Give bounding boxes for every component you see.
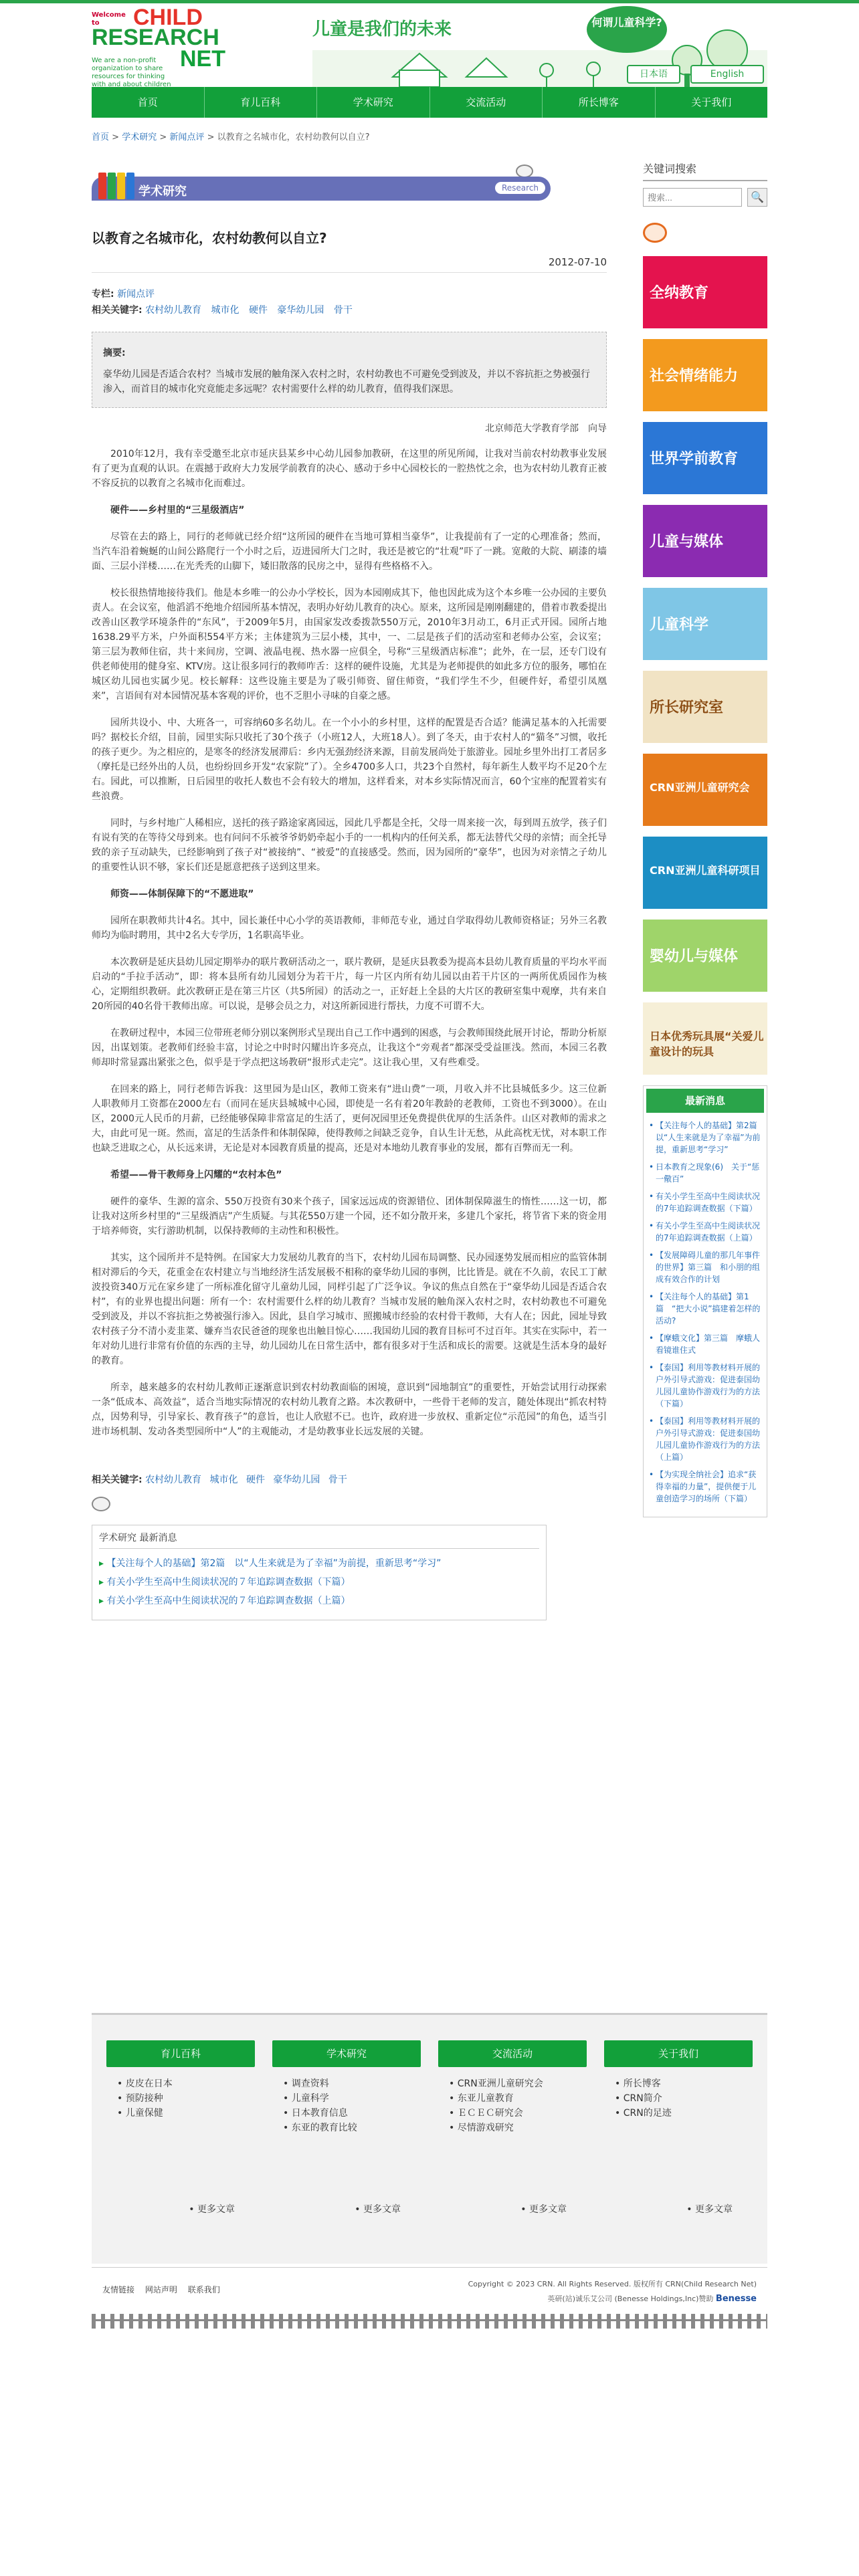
related-news-box [92,1525,547,1620]
column-link[interactable]: 新闻点评 [117,289,155,300]
english-lang-button[interactable]: English [690,65,764,84]
sidebar-banner-label: 全纳教育 [650,285,709,302]
article-title: 以教育之名城市化，农村幼教何以自立? [92,230,327,246]
keywords-label: 相关关键字: [92,305,142,316]
books-icon [98,173,134,199]
decorative-fence [92,2314,767,2329]
breadcrumb [92,118,767,155]
footer-link[interactable]: • CRN的足迹 [615,2106,753,2121]
keyword-link[interactable]: 农村幼儿教育 [145,305,202,316]
latest-news-item[interactable]: • 【泰国】利用等教材料开展的户外引导式游戏：促进泰国幼儿园儿童协作游戏行为的方法（上篇） [649,1415,761,1463]
section-title: 学术研究 [138,185,187,199]
sidebar-banner[interactable] [643,754,767,826]
footer-sitemap [92,2013,767,2264]
sidebar-banners [643,256,767,1075]
sidebar-banner-label: 所长研究室 [650,700,724,716]
footer-column-title[interactable]: 关于我们 [604,2040,753,2067]
related-item[interactable]: ▸ 有关小学生至高中生阅读状况的７年追踪调查数据（下篇） [99,1573,539,1592]
abstract-label: 摘要: [103,348,126,358]
article-paragraph: 园所共设小、中、大班各一，可容纳60多名幼儿。在一个小小的乡村里，这样的配置是否合适？能满足基本的入托需要吗？据校长介绍，目前，园里实际只收托了30个孩子（小班12人，大班18人）。到了冬天，由于农村人的“猫冬”习惯，收托的孩子更少。为之相应的，是寒冬的经济发展滞后：乡内无强劲经济来源，目前发展尚处于旅游业。园址乡里外出打工者居多（摩托是已经外出的人员，也纷纷回乡开发“农家院”了）。全乡4700多人口，共23个自然村，每年新生人数平均不足20个左右。园此，可以推断，日后园里的收托人数也不会有较大的增加，这样看来，对本乡实际情况而言，60个宝座的配置着实有些浪费。 [92,718,607,802]
footer-column [604,2040,753,2135]
footer-more-row [92,2202,767,2216]
footer-link-statement[interactable]: 网站声明 [145,2285,177,2294]
more-articles-link[interactable]: • 更多文章 [272,2202,421,2216]
benesse-logo[interactable]: Benesse [715,2294,757,2304]
sidebar-banner[interactable] [643,1002,767,1075]
abstract-text: 豪华幼儿园是否适合农村？当城市发展的触角深入农村之时，农村幼教也不可避免受到波及，并以不容抗拒之势被强行渗入，而首目的城市化究竟能走多远呢？农村需要什么样的幼儿教育，值得我们深思。 [103,369,590,395]
footer-links [102,2284,228,2295]
keyword-link[interactable]: 城市化 [211,305,240,316]
latest-news-item[interactable]: • 日本教育之现象(6) 关于“惩一儆百” [649,1161,761,1185]
sidebar-banner[interactable] [643,920,767,992]
article-paragraph: 其实，这个园所并不是特例。在国家大力发展幼儿教育的当下，农村幼儿园布局调整、民办园逐势发展而相应的监管体制相对滞后的今天，花重金在农村建立与当地经济生活发展极不相称的豪华幼儿园的事例，比比皆是。就在不久前，农民工丁献波投资340万元在家乡建了一所标准化留守儿童幼儿园，同样引起了广泛争议。争议的焦点自然在于“豪华幼儿园是否适合农村”，有的业界也提出问题：所有一个：农村需要什么样的幼儿教育？当城市发展的触角深入农村之时，农村幼教也不可避免受到波及，并以不容抗拒之势被强行渗入。因此，县自学习城市、照搬城市经验的农村骨干教师，大有人在；因此，园址导致农村孩子分不清小麦韭菜、嫌弃当农民爸爸的现象也出触目惊心……我国幼儿园的教育目标可不过百年。其实在实际中，若一年对幼儿进行非常有价值的东西的主导，幼儿园幼儿在日常生活中，都有很多对于生活和成长的需要。这就是生活本身的最好的教育。 [92,1253,607,1366]
article-meta [92,286,607,318]
logo-subtitle: We are a non-profit organization to share resources for thinking with and about children [92,57,171,88]
main-nav [92,87,767,118]
footer-link[interactable]: • 儿童科学 [283,2091,421,2106]
header-slogan: 儿童是我们的未来 [312,19,452,39]
latest-news-list [644,1115,767,1505]
footer-column-title[interactable]: 学术研究 [272,2040,421,2067]
footer-link[interactable]: • 东亚儿童教育 [449,2091,587,2106]
article-paragraph: 校长很热情地接待我们。他是本乡唯一的公办小学校长，因为本园刚成其下，他也因此成为这个本乡唯一公办园的主要负责人。在会议室，他滔滔不绝地介绍园所基本情况，表明办好幼儿教育的决心。原来，这所园是刚刚翻建的，借着市教委提出改善山区教学环境条件的“东风”，于2009年5月，由国家发改委拨款550万元，2010年3月动工，6月正式开园。园所占地1638.29平方米，户外面积554平方米；主体建筑为三层小楼，其中，一、二层是孩子们的活动室和老师办公室，会议室；第三层为教师住宿，共十来间房，空调、液晶电视、热水器一应俱全，号称“三星级酒店标准”；此外，在一层，还专门设有供老师使用的健身室、KTV房。这让很多同行的教师咋舌：这样的硬件设施，尤其是为老师提供的如此多方位的服务，哪怕在城区幼儿园也实属少见。校长解释：这些设施主要是为了吸引师资、留住师资，“我们学生不少，但硬件好，希望引凤凰来”，言语间有对本园情况基本客观的评价，也不乏胆小寻味的自豪之感。 [92,588,607,702]
search-button[interactable]: 🔍 [747,188,767,207]
footer-link[interactable]: • 日本教育信息 [283,2106,421,2121]
sidebar-banner-label: CRN亚洲儿童研究会 [650,781,750,794]
copyright-block [468,2277,757,2306]
operator-text: 英研(站)诚乐艾公司 (Benesse Holdings,Inc)赞助 [547,2294,714,2303]
search-box [643,188,767,207]
bottom-keywords [92,1473,607,1486]
footer-column [438,2040,587,2135]
latest-news-item[interactable]: • 【泰国】利用等教材料开展的户外引导式游戏：促进泰国幼儿园儿童协作游戏行为的方法（下篇） [649,1362,761,1410]
breadcrumb-current: 以教育之名城市化，农村幼教何以自立? [217,132,370,142]
article-paragraph: 本次教研是延庆县幼儿园定期举办的联片教研活动之一，联片教研，是延庆县教委为提高本县幼儿教育质量的平均水平而启动的“手拉手活动”，即：将本县所有幼儿园划分为若干片，每一片区内所有幼儿园以由若干片区的一两所优质园作为核心，定期组织教研。此次教研正是在第三片区（共5所园）的活动之一，正好赶上全县的大片区的教研室集中观摩，共有来自20所园的40名骨干教师出席。可以说，是够会员之力，对这所新园进行帮扶，力度不可谓不大。 [92,957,607,1012]
footer-link[interactable]: • 儿童保健 [117,2106,255,2121]
page [92,3,767,2304]
footer-link[interactable]: • CRN简介 [615,2091,753,2106]
footer-bottom [92,2267,767,2314]
sidebar-banner-label: 世界学前教育 [650,451,739,467]
logo-line1: CHILD [133,5,203,30]
sidebar [643,160,767,1517]
sidebar-banner-label: 日本优秀玩具展“关爱儿童设计的玩具 [650,1030,764,1058]
nav-director-blog[interactable]: 所长博客 [543,87,656,118]
sidebar-banner[interactable] [643,422,767,494]
keyword-link[interactable]: 骨干 [333,305,353,316]
keyword-link[interactable]: 豪华幼儿园 [273,1475,320,1485]
article-subheading: 硬件——乡村里的“三星级酒店” [110,505,245,516]
latest-news-title: 最新消息 [646,1089,764,1113]
sidebar-banner[interactable] [643,671,767,743]
related-list [99,1554,539,1610]
footer-column [106,2040,255,2135]
related-item[interactable]: ▸ 【关注每个人的基础】第2篇 以“人生来就是为了幸福”为前提，重新思考“学习” [99,1554,539,1573]
latest-news-item[interactable]: • 有关小学生至高中生阅读状况的7年追踪调查数据（上篇） [649,1220,761,1244]
latest-news-item[interactable]: • 【摩蛾文化】第三篇 摩蛾人看镜谁住式 [649,1332,761,1356]
breadcrumb-column[interactable]: 新闻点评 [169,132,205,142]
latest-news-item[interactable]: • 【关注每个人的基础】第1篇 “把大小说”搞建着怎样的活动? [649,1291,761,1327]
section-header [92,160,607,201]
article-paragraph: 尽管在去的路上，同行的老师就已经介绍“这所园的硬件在当地可算相当豪华”，让我提前有了一定的心理准备；然而，当汽车沿着蜿蜒的山间公路爬行一个小时之后，迈进园所大门之时，我还是被它的“壮观”吓了一跳。宽敞的大院、刷漆的墙面、三层小洋楼……在光秃秃的山脚下，矮旧散落的民房之中，显得有些格格不入。 [92,532,607,572]
breadcrumb-sep: > [112,132,120,142]
column-label: 专栏: [92,289,114,300]
latest-news-item[interactable]: • 【发展障碍儿童的那几年事件的世界】第三篇 和小朋的组成有效合作的计划 [649,1249,761,1285]
related-title: 学术研究 最新消息 [99,1531,539,1549]
sidebar-banner-label: CRN亚洲儿童科研项目 [650,864,761,877]
sidebar-banner[interactable] [643,588,767,660]
more-articles-link[interactable]: • 更多文章 [106,2202,255,2216]
footer-columns [92,2015,767,2135]
nav-research[interactable]: 学术研究 [317,87,430,118]
weibo-icon[interactable] [643,223,667,243]
nav-about[interactable]: 关于我们 [691,96,732,108]
breadcrumb-home[interactable]: 首页 [92,132,110,142]
keyword-link[interactable]: 豪华幼儿园 [277,305,324,316]
breadcrumb-research[interactable]: 学术研究 [122,132,157,142]
article-paragraph: 园所在职教师共计4名。其中，园长兼任中心小学的英语教师，非师范专业，通过自学取得幼儿教师资格证；另外三名教师均为临时聘用，其中2名大专学历，1名职高毕业。 [92,916,607,941]
article-paragraph: 同时，与乡村地广人稀相应，送托的孩子路途家离园远，园此几乎都是全托，父母一周来接一次，每到周五放学，孩子们有说有笑的在等待父母到来。也有问问不乐被爷爷奶奶牵起小手的一一机构内的任何关系，都无法替代父母的亲情；而全托导致的亲子互动缺失，已经影响到了孩子对“被接纳”、“被爱”的直接感受。然而，因为园所的“豪华”，也因为对亲情之子幼儿的重要性认识不够，家长们还是愿意把孩子送到这里来。 [92,818,607,873]
footer-link[interactable]: • 预防接种 [117,2091,255,2106]
article-subheading: 希望——骨干教师身上闪耀的“农村本色” [110,1170,282,1180]
sidebar-banner-label: 婴幼儿与媒体 [650,948,739,965]
japanese-lang-button[interactable]: 日本语 [627,65,680,84]
latest-news-box [643,1085,767,1517]
sidebar-banner[interactable] [643,505,767,577]
more-articles-link[interactable]: • 更多文章 [604,2202,753,2216]
article-subheading: 师资——体制保障下的“不愿进取” [110,889,254,899]
copyright-text: Copyright © 2023 CRN. All Rights Reserved. 版权所有 CRN(Child Research Net) [468,2280,757,2288]
breadcrumb-sep: > [159,132,167,142]
keyword-search-title: 关键词搜索 [643,160,767,181]
sidebar-banner-label: 社会情绪能力 [650,368,739,385]
related-item[interactable]: ▸ 有关小学生至高中生阅读状况的７年追踪调查数据（上篇） [99,1592,539,1610]
keyword-link[interactable]: 农村幼儿教育 [145,1475,202,1485]
logo-line3: NET [180,46,225,72]
keyword-link[interactable]: 骨干 [328,1475,347,1485]
article-body [92,447,607,1439]
footer-column-title[interactable]: 交流活动 [438,2040,587,2067]
article-paragraph: 在回来的路上，同行老师告诉我：这里园为是山区，教师工资来有“进山费”一项，月收入并不比县城低多少。这三位新人职教师月工资都在2000左右（而同在延庆县城城中心园，即使是一名有着20年教龄的老教师，工资也不到3000）。在山区，2000元人民币的月薪，已经能够保障非常富足的生活了，更何况园里还免费提供优厚的生活条件。山区对教师的需求之大，由此可见一斑。然而，富足的生活条件和体制保障，使得教师之间缺乏竞争，自认生计无愁，从此高枕无忧，对本职工作也缺乏进取之心，从长远来讲，无论是对本园教育质量的提高，还是对本地幼儿教育事业的发展，都有百弊而无一利。 [92,1084,607,1154]
footer-column-title[interactable]: 育儿百科 [106,2040,255,2067]
keyword-link[interactable]: 硬件 [246,1475,265,1485]
footer-link[interactable]: • 皮皮在日本 [117,2076,255,2091]
footer-link-contact[interactable]: 联系我们 [187,2285,220,2294]
what-is-child-science-bubble[interactable]: 何谓儿童科学? [587,6,667,53]
footer-link[interactable]: • CRN亚洲儿童研究会 [449,2076,587,2091]
weibo-share-icon[interactable] [516,165,533,178]
article-author: 北京师范大学教育学部 向导 [485,423,607,434]
search-input[interactable] [643,188,742,207]
footer-column [272,2040,421,2135]
sidebar-banner[interactable] [643,339,767,411]
abstract-box [92,332,607,408]
article-paragraph: 所幸，越来越多的农村幼儿教师正逐渐意识到农村幼教面临的困境，意识到“园地制宜”的重要性，开始尝试用行动探索一条“低成本、高效益”，适合当地实际情况的农村幼儿教育之路。本次教研中，一些骨干老师的发言，随处体现出“抓农村特点，因势利导，引导家长、教育孩子”的意旨，也让人欣慰不已。也许，政府进一步放权、重新定位“示范园”的角色，适当引进市场机制、发动各类型园所中“人”的主观能动，才是幼教事业长远发展的关键。 [92,1382,607,1437]
footer-link[interactable]: • 东亚的教育比较 [283,2121,421,2135]
footer-link[interactable]: • 调查资料 [283,2076,421,2091]
keyword-link[interactable]: 城市化 [209,1475,238,1485]
sidebar-banner[interactable] [643,837,767,909]
latest-news-item[interactable]: • 【关注每个人的基础】第2篇 以“人生来就是为了幸福”为前提，重新思考“学习” [649,1119,761,1156]
article-paragraph: 2010年12月，我有幸受邀至北京市延庆县某乡中心幼儿园参加教研，在这里的所见所闻，让我对当前农村幼教事业发展有了更为直观的认识。在震撼于政府大力发展学前教育的决心、感动于乡中心园校长的一腔热忱之余，也为农村幼儿教育正被不容反抗的以教育之名城市化而难过。 [92,449,607,489]
nav-exchange[interactable]: 交流活动 [430,87,543,118]
keyword-link[interactable]: 硬件 [248,305,268,316]
latest-news-item[interactable]: • 【为实现全纳社会】追求“获得幸福的力量”，提供便于儿童创造学习的场所（下篇） [649,1469,761,1505]
nav-home[interactable]: 首页 [92,87,205,118]
main-column [92,160,607,1620]
crn-logo[interactable] [92,5,246,88]
sidebar-banner[interactable] [643,256,767,328]
breadcrumb-sep: > [207,132,215,142]
keywords-label: 相关关键字: [92,1475,142,1485]
nav-parenting[interactable]: 育儿百科 [205,87,318,118]
article-paragraph: 在教研过程中，本园三位带班老师分别以案例形式呈现出自己工作中遇到的困惑，与会教师围绕此展开讨论，帮助分析原因，出谋划策。老教师们经验丰富，讨论之中时时闪耀出许多亮点，让我这个“旁观者”都深受受益匪浅。然而，本园三名教师却时常显露出紧张之色，似乎是于学点把这场教研“报形式走完”。这让我心里，又有些难受。 [92,1028,607,1068]
logo-line2: RESEARCH [92,25,219,50]
footer-link[interactable]: • 尽情游戏研究 [449,2121,587,2135]
latest-news-item[interactable]: • 有关小学生至高中生阅读状况的7年追踪调查数据（下篇） [649,1190,761,1214]
more-articles-link[interactable]: • 更多文章 [438,2202,587,2216]
sidebar-banner-label: 儿童科学 [650,617,709,633]
footer-link-friends[interactable]: 友情链接 [102,2285,135,2294]
section-title-bar [92,177,551,201]
footer-link[interactable]: • ＥＣＥＣ研究会 [449,2106,587,2121]
sidebar-banner-label: 儿童与媒体 [650,534,724,550]
logo-welcome: Welcome to [92,11,126,27]
article-paragraph: 硬件的豪华、生源的富余、550万投资有30来个孩子，国家远远成的资源错位、团体制保障滋生的惰性……这一切，都让我对这所乡村里的“三星级酒店”产生质疑。与其花550万建一个园，还不如分散开来，多建几个家托，将节省下来的资金用于培养师资，实行游助机制，以保持教师的主动性和积极性。 [92,1196,607,1237]
site-header [92,3,767,87]
footer-link[interactable]: • 所长博客 [615,2076,753,2091]
article-date: 2012-07-10 [92,256,607,273]
section-pill: Research [495,182,545,194]
weibo-share-icon[interactable] [92,1497,110,1511]
